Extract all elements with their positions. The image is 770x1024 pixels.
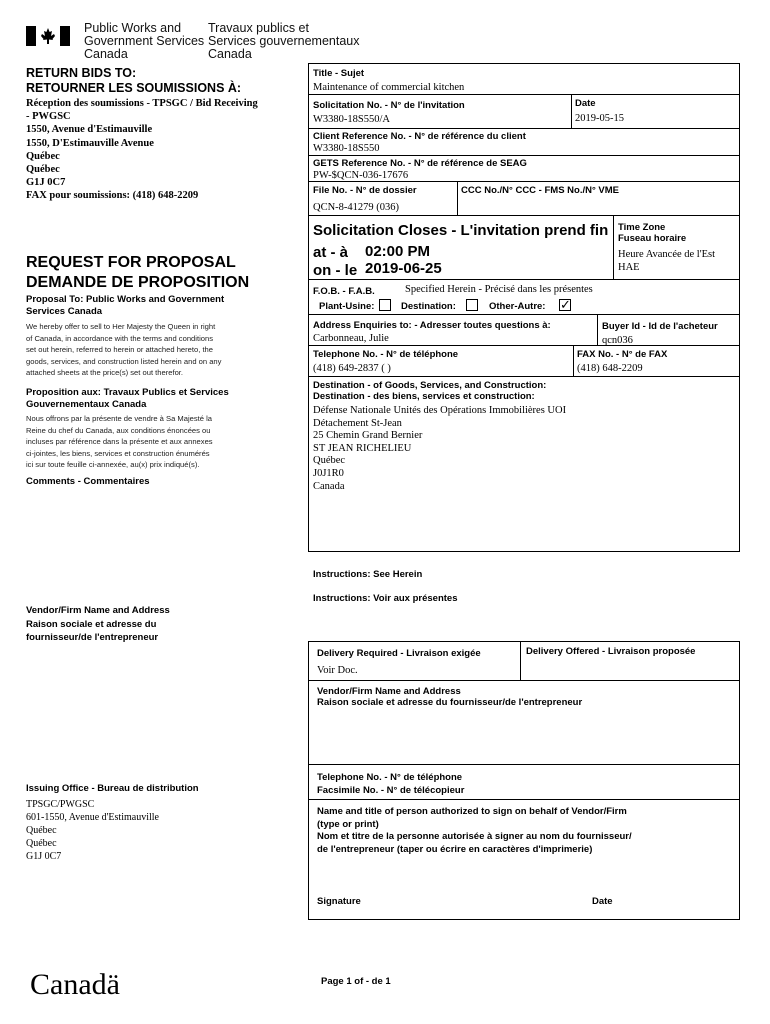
address-line: 1550, Avenue d'Estimauville <box>26 124 153 136</box>
issuing-address-line: 601-1550, Avenue d'Estimauville <box>26 812 159 823</box>
at-label: at - à <box>313 244 349 261</box>
date-value: 2019-05-15 <box>575 113 624 124</box>
vendor-left-line: Vendor/Firm Name and Address <box>26 605 170 616</box>
destination-address <box>313 405 566 493</box>
form-divider <box>573 345 574 376</box>
authorized-line: Nom et titre de la personne autorisée à signer au nom du fournisseur/ <box>317 831 632 842</box>
delivery-offered-label: Delivery Offered - Livraison proposée <box>526 646 696 657</box>
form-divider <box>309 155 739 156</box>
on-label: on - le <box>313 262 358 279</box>
address-line: FAX pour soumissions: (418) 648-2209 <box>26 190 199 202</box>
vendor-phone-line: Facsimile No. - N° de télécopieur <box>317 784 465 796</box>
authorized-line: (type or print) <box>317 818 379 830</box>
proposal-text-line: attached sheets at the price(s) set out therefor. <box>26 368 184 377</box>
closes-title: Solicitation Closes - L'invitation prend fin <box>313 222 609 239</box>
vendor-name-line: Raison sociale et adresse du fournisseur/de l'entrepreneur <box>317 697 583 708</box>
vendor-name-line: Vendor/Firm Name and Address <box>317 686 461 697</box>
destination-line: Québec <box>313 455 346 467</box>
return-bids-address <box>26 97 286 203</box>
proposal-text-line: of Canada, in accordance with the terms and conditions <box>26 333 213 343</box>
destination-heading-line: Destination - of Goods, Services, and Construction: <box>313 380 547 391</box>
title-value: Maintenance of commercial kitchen <box>313 82 465 93</box>
vendor-left-line: Raison sociale et adresse du <box>26 618 157 630</box>
solicitation-label: Solicitation No. - N° de l'invitation <box>313 100 465 111</box>
fax-label: FAX No. - N° de FAX <box>577 349 668 360</box>
form-divider <box>309 680 739 681</box>
form-divider <box>309 314 739 315</box>
rfp-line: DEMANDE DE PROPOSITION <box>26 274 250 291</box>
canada-flag-icon <box>26 26 70 46</box>
destination-line: 25 Chemin Grand Bernier <box>313 430 423 442</box>
timezone-label-line: Fuseau horaire <box>618 233 687 244</box>
vendor-form <box>308 641 740 920</box>
telephone-value: (418) 649-2837 ( ) <box>313 363 391 374</box>
form-divider <box>309 345 739 346</box>
proposition-text-line: Reine du chef du Canada, aux conditions énoncées ou <box>26 425 211 435</box>
timezone-value-line: HAE <box>618 262 640 273</box>
org-fr-line: Services gouvernementaux <box>208 34 360 48</box>
form-divider <box>309 376 739 377</box>
timezone-value-line: Heure Avancée de l'Est <box>618 249 716 260</box>
address-line: 1550, D'Estimauville Avenue <box>26 137 154 149</box>
form-divider <box>309 764 739 765</box>
proposal-to-text <box>26 321 221 379</box>
form-divider <box>520 642 521 680</box>
plant-checkbox[interactable] <box>379 299 391 311</box>
form-divider <box>613 215 614 279</box>
client-ref-label: Client Reference No. - N° de référence du client <box>313 131 526 142</box>
vendor-name-label <box>317 686 582 708</box>
form-divider <box>309 94 739 95</box>
destination-line: J0J1R0 <box>313 467 344 479</box>
proposition-line: Gouvernementaux Canada <box>26 398 147 410</box>
fax-value: (418) 648-2209 <box>577 363 643 374</box>
signature-label: Signature <box>317 896 361 907</box>
proposal-to-heading <box>26 294 224 317</box>
issuing-office-label: Issuing Office - Bureau de distribution <box>26 783 199 794</box>
file-value: QCN-8-41279 (036) <box>313 202 400 213</box>
proposal-to-line: Services Canada <box>26 305 103 317</box>
issuing-address-line: Québec <box>26 825 57 836</box>
address-line: G1J 0C7 <box>26 177 66 189</box>
proposition-text-line: ici sur toute feuille ci-annexée, au(x) prix indiqué(s). <box>26 460 200 469</box>
vendor-left-line: fournisseur/de l'entrepreneur <box>26 632 159 643</box>
page-number: Page 1 of - de 1 <box>321 976 391 987</box>
proposition-aux-heading <box>26 387 229 410</box>
buyer-value: qcn036 <box>602 335 633 346</box>
client-ref-value: W3380-18S550 <box>313 143 380 154</box>
other-label: Other-Autre: <box>489 301 546 312</box>
destination-checkbox[interactable] <box>466 299 478 311</box>
authorized-person-label <box>317 806 632 856</box>
other-checkbox[interactable] <box>559 299 571 311</box>
instructions-fr: Instructions: Voir aux présentes <box>313 593 458 604</box>
org-en-line: Government Services <box>84 34 205 48</box>
form-divider <box>597 314 598 345</box>
address-line: Québec <box>26 164 60 176</box>
proposition-aux-text <box>26 413 213 471</box>
timezone-label-line: Time Zone <box>618 222 666 233</box>
file-label: File No. - N° de dossier <box>313 185 417 196</box>
issuing-address-line: Québec <box>26 838 57 849</box>
title-label: Title - Sujet <box>313 68 365 79</box>
form-divider <box>571 94 572 128</box>
form-divider <box>457 181 458 215</box>
form-divider <box>309 279 739 280</box>
signature-date-label: Date <box>592 896 613 907</box>
destination-line: Canada <box>313 480 345 492</box>
proposal-to-line: Proposal To: Public Works and Government <box>26 294 225 305</box>
authorized-line: de l'entrepreneur (taper ou écrire en caractères d'imprimerie) <box>317 843 593 855</box>
proposal-text-line: set out herein, referred to herein or attached hereto, the <box>26 345 214 354</box>
timezone-value <box>618 248 715 274</box>
authorized-line: Name and title of person authorized to sign on behalf of Vendor/Firm <box>317 806 627 817</box>
destination-line: Détachement St-Jean <box>313 417 402 429</box>
rfp-line: REQUEST FOR PROPOSAL <box>26 254 236 271</box>
address-line: Réception des soumissions - TPSGC / Bid Receiving <box>26 98 258 109</box>
fob-value: Specified Herein - Précisé dans les présentes <box>405 284 593 295</box>
address-enquiries-value: Carbonneau, Julie <box>313 333 389 344</box>
close-date-value: 2019-06-25 <box>365 260 442 277</box>
proposition-text-line: incluses par référence dans la présente et aux annexes <box>26 437 213 446</box>
form-divider <box>309 799 739 800</box>
check-icon: ✓ <box>560 297 571 312</box>
timezone-label <box>618 222 686 244</box>
vendor-phone-label <box>317 772 464 797</box>
delivery-required-value: Voir Doc. <box>317 665 358 676</box>
delivery-required-label: Delivery Required - Livraison exigée <box>317 648 481 659</box>
solicitation-form <box>308 63 740 552</box>
destination-heading <box>313 380 546 402</box>
form-divider <box>309 128 739 129</box>
proposal-text-line: goods, services, and construction listed herein and on any <box>26 356 222 366</box>
instructions-en: Instructions: See Herein <box>313 569 423 580</box>
destination-line: Défense Nationale Unités des Opérations Immobilières UOI <box>313 405 567 416</box>
form-divider <box>309 215 739 216</box>
vendor-left-label <box>26 604 170 645</box>
vendor-phone-line: Telephone No. - N° de téléphone <box>317 772 463 783</box>
return-bids-line: RETOURNER LES SOUMISSIONS À: <box>26 81 242 95</box>
canada-wordmark-logo: Canadä <box>30 968 120 1001</box>
return-bids-heading <box>26 66 241 96</box>
org-name-en <box>84 22 204 61</box>
solicitation-value: W3380-18S550/A <box>313 114 390 125</box>
destination-line: ST JEAN RICHELIEU <box>313 442 412 454</box>
fob-label: F.O.B. - F.A.B. <box>313 286 375 297</box>
destination-checkbox-label: Destination: <box>401 301 456 312</box>
issuing-office-address <box>26 798 159 863</box>
org-name-fr <box>208 22 359 61</box>
gets-value: PW-$QCN-036-17676 <box>313 170 409 181</box>
address-enquiries-label: Address Enquiries to: - Adresser toutes questions à: <box>313 320 551 331</box>
date-label: Date <box>575 98 596 109</box>
request-for-proposal-title <box>26 253 249 293</box>
proposition-text-line: Nous offrons par la présente de vendre à Sa Majesté la <box>26 414 213 423</box>
plant-label: Plant-Usine: <box>319 301 375 312</box>
issuing-address-line: G1J 0C7 <box>26 851 62 862</box>
address-line: Québec <box>26 150 60 162</box>
issuing-address-line: TPSGC/PWGSC <box>26 799 95 810</box>
proposition-text-line: ci-jointes, les biens, services et construction énumérés <box>26 448 210 458</box>
ccc-label: CCC No./N° CCC - FMS No./N° VME <box>461 185 620 196</box>
org-fr-line: Travaux publics et <box>208 21 309 35</box>
proposal-text-line: We hereby offer to sell to Her Majesty the Queen in right <box>26 322 216 331</box>
destination-heading-line: Destination - des biens, services et construction: <box>313 391 535 402</box>
address-line: - PWGSC <box>26 111 71 123</box>
comments-label: Comments - Commentaires <box>26 476 150 487</box>
org-en-line: Public Works and <box>84 21 182 35</box>
buyer-label: Buyer Id - Id de l'acheteur <box>602 321 718 332</box>
close-time-value: 02:00 PM <box>365 243 431 260</box>
telephone-label: Telephone No. - N° de téléphone <box>313 349 459 360</box>
org-en-line: Canada <box>84 47 128 61</box>
org-fr-line: Canada <box>208 47 252 61</box>
gets-label: GETS Reference No. - N° de référence de SEAG <box>313 158 527 169</box>
return-bids-line: RETURN BIDS TO: <box>26 66 137 80</box>
proposition-line: Proposition aux: Travaux Publics et Services <box>26 387 229 398</box>
